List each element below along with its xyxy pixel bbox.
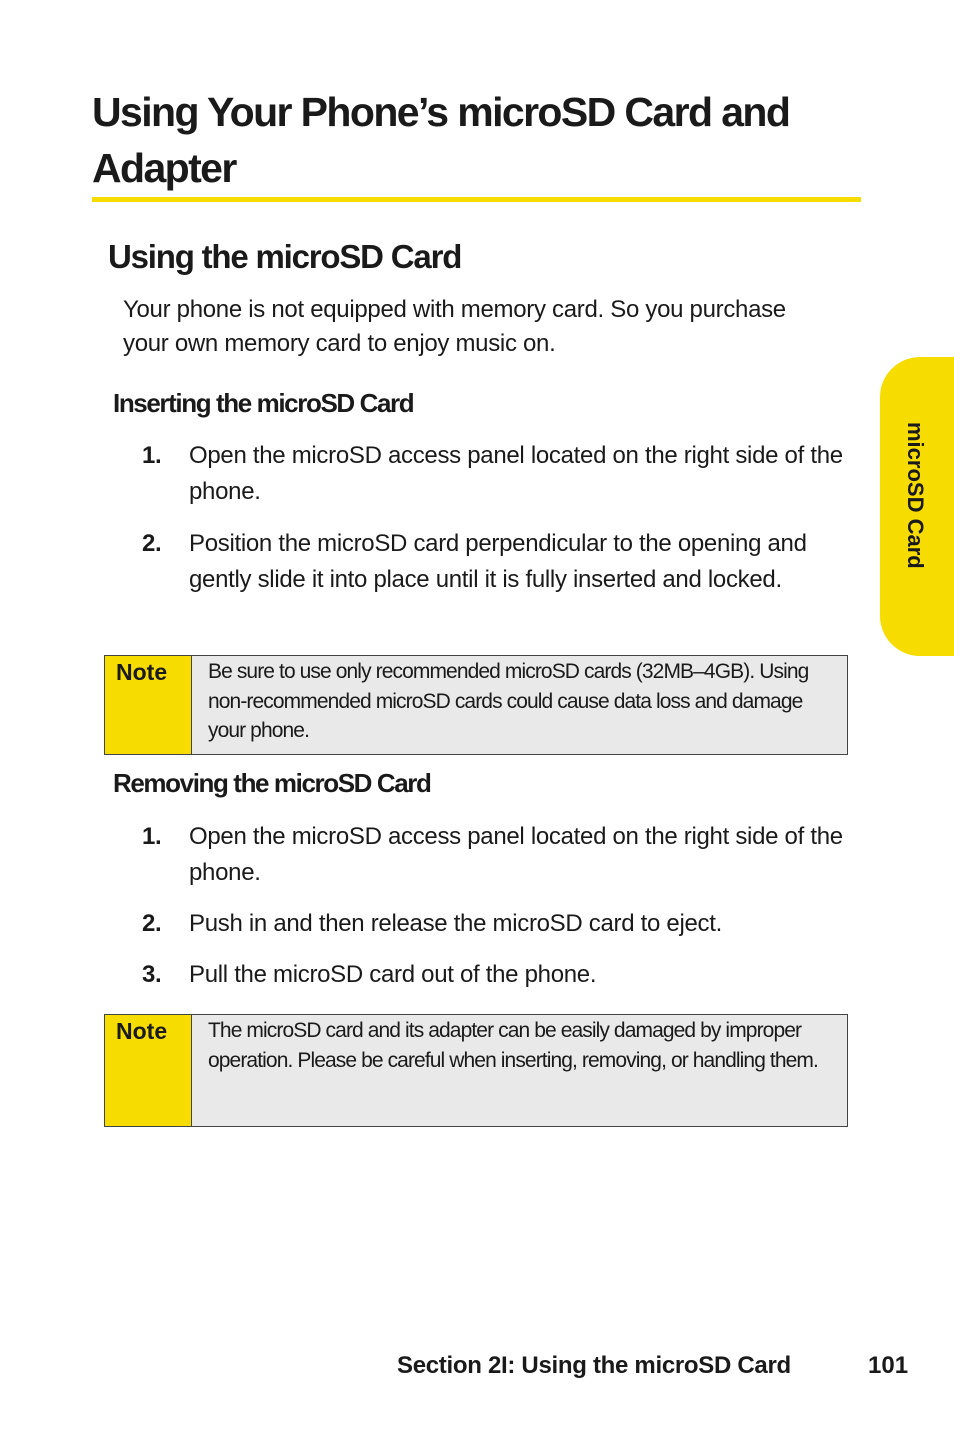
step-text: Open the microSD access panel located on the right side of the phone. xyxy=(189,442,843,505)
removing-step-1 xyxy=(142,819,862,891)
step-number: 3. xyxy=(142,961,162,988)
inserting-note-box xyxy=(104,655,848,755)
note-text: The microSD card and its adapter can be easily damaged by improper operation. Please be careful when inserting, removing, or handling them. xyxy=(208,1019,818,1072)
step-text: Position the microSD card perpendicular to the opening and gently slide it into place until it is fully inserted and locked. xyxy=(189,530,807,593)
page-title: Using Your Phone’s microSD Card and Adapter xyxy=(92,89,790,191)
note-label: Note xyxy=(116,659,168,685)
page-number: 101 xyxy=(868,1352,909,1379)
step-text: Pull the microSD card out of the phone. xyxy=(189,961,597,988)
step-number: 2. xyxy=(142,530,162,557)
section-heading: Using the microSD Card xyxy=(108,238,462,275)
removing-note-box xyxy=(104,1014,848,1127)
removing-heading: Removing the microSD Card xyxy=(113,768,431,798)
note-label-cell xyxy=(105,1015,192,1126)
step-text: Push in and then release the microSD card to eject. xyxy=(189,910,722,937)
title-underline xyxy=(92,197,861,202)
note-label-cell xyxy=(105,656,192,754)
inserting-step-1 xyxy=(142,438,862,510)
removing-step-2 xyxy=(142,906,862,942)
inserting-step-2 xyxy=(142,526,862,634)
footer-section-title: Section 2I: Using the microSD Card xyxy=(397,1352,791,1379)
step-number: 1. xyxy=(142,442,162,469)
step-number: 1. xyxy=(142,823,162,850)
intro-paragraph: Your phone is not equipped with memory card. So you purchase your own memory card to enjoy music on. xyxy=(123,296,786,357)
note-text: Be sure to use only recommended microSD cards (32MB–4GB). Using non-recommended microSD cards could cause data loss and damage your phone. xyxy=(208,660,809,742)
note-label: Note xyxy=(116,1018,168,1044)
removing-step-3 xyxy=(142,957,862,993)
step-number: 2. xyxy=(142,910,162,937)
side-tab-label: microSD Card xyxy=(903,422,928,569)
step-text: Open the microSD access panel located on the right side of the phone. xyxy=(189,823,843,886)
inserting-heading: Inserting the microSD Card xyxy=(113,388,414,418)
